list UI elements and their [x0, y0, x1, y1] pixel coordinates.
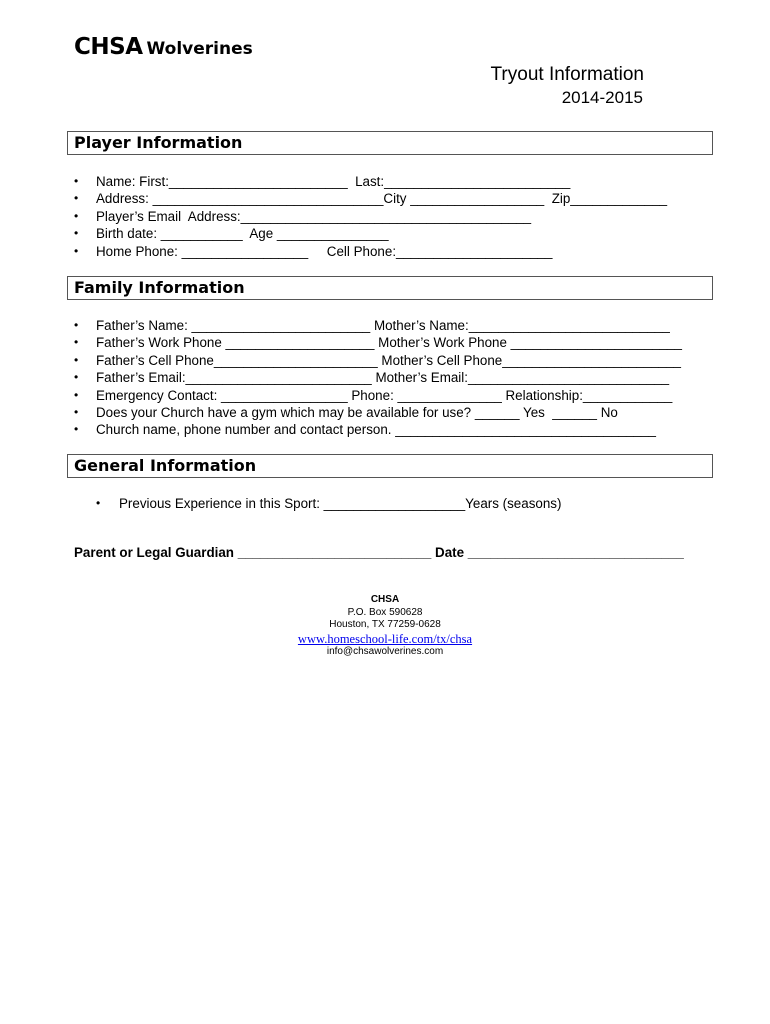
- footer-po-box: P.O. Box 590628: [347, 606, 423, 618]
- church-gym-field[interactable]: Does your Church have a gym which may be available for use? ______ Yes ______ No: [96, 404, 618, 420]
- bullet-icon: •: [74, 226, 79, 241]
- footer-email: info@chsawolverines.com: [326, 645, 444, 657]
- bullet-icon: •: [74, 243, 79, 258]
- chsa-logo: [74, 34, 253, 60]
- page-title: Tryout Information: [490, 64, 644, 85]
- bullet-icon: •: [74, 422, 79, 437]
- player-name-field[interactable]: Name: First:________________________ Last:_________________________: [96, 174, 571, 189]
- guardian-signature-field[interactable]: Parent or Legal Guardian __________________________ Date _____________________________: [74, 545, 684, 560]
- footer-city: Houston, TX 77259-0628: [329, 619, 441, 630]
- player-phone-field[interactable]: Home Phone: _________________ Cell Phone:_____________________: [96, 243, 553, 259]
- parent-cell-phone-field[interactable]: Father’s Cell Phone______________________ Mother’s Cell Phone________________________: [96, 352, 681, 368]
- parent-names-field[interactable]: Father’s Name: ________________________ Mother’s Name:___________________________: [96, 318, 670, 333]
- footer-org: CHSA: [370, 594, 400, 605]
- church-contact-field[interactable]: Church name, phone number and contact person. ___________________________________: [96, 422, 656, 438]
- parent-email-field[interactable]: Father’s Email:_________________________ Mother’s Email:___________________________: [96, 370, 670, 386]
- general-info-heading: General Information: [74, 456, 257, 475]
- parent-work-phone-field[interactable]: Father’s Work Phone ____________________ Mother’s Work Phone _______________________: [96, 335, 682, 351]
- bullet-icon: •: [74, 208, 79, 223]
- general-info-header: [67, 454, 713, 478]
- season-year: 2014-2015: [561, 88, 643, 107]
- player-info-header: [67, 131, 713, 155]
- bullet-icon: •: [96, 496, 101, 510]
- emergency-contact-field[interactable]: Emergency Contact: _________________ Phone: ______________ Relationship:____________: [96, 387, 673, 403]
- family-info-heading: Family Information: [74, 278, 245, 297]
- bullet-icon: •: [74, 370, 79, 385]
- contact-footer: [0, 594, 770, 658]
- family-info-header: [67, 276, 713, 300]
- player-address-field[interactable]: Address: _______________________________City __________________ Zip_____________: [96, 191, 668, 207]
- logo-main-text: CHSA: [74, 34, 143, 60]
- bullet-icon: •: [74, 191, 79, 206]
- logo-sub-text: Wolverines: [146, 39, 253, 59]
- bullet-icon: •: [74, 318, 79, 332]
- bullet-icon: •: [74, 352, 79, 367]
- player-birth-age-field[interactable]: Birth date: ___________ Age _______________: [96, 226, 389, 242]
- bullet-icon: •: [74, 335, 79, 350]
- bullet-icon: •: [74, 387, 79, 402]
- bullet-icon: •: [74, 174, 79, 188]
- player-email-field[interactable]: Player’s Email Address:_______________________________________: [96, 208, 532, 224]
- experience-field[interactable]: Previous Experience in this Sport: ___________________Years (seasons): [119, 496, 562, 511]
- bullet-icon: •: [74, 404, 79, 419]
- player-info-heading: Player Information: [74, 133, 243, 152]
- website-link[interactable]: www.homeschool-life.com/tx/chsa: [297, 631, 473, 646]
